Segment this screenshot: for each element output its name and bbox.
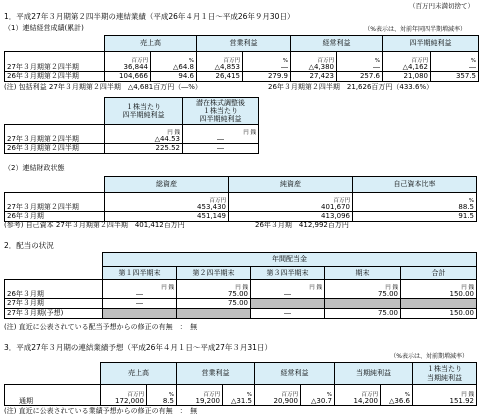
cell: ― <box>217 135 224 143</box>
sec1-note: （%表示は、対前年同四半期増減率） <box>364 26 466 33</box>
cell: △4,853 <box>214 63 240 71</box>
cell: △44.53 <box>154 135 180 143</box>
financial-position-table <box>4 176 477 222</box>
dividend-title: 2．配当の状況 <box>4 241 54 250</box>
main-title: 1．平成27年３月期第２四半期の連結業績（平成26年４月１日～平成26年９月30日） <box>4 12 295 21</box>
cell: 14,200 <box>353 397 378 405</box>
cell: 357.5 <box>431 72 479 82</box>
dividend-table <box>4 252 477 319</box>
dividend-note: (注) 直近に公表されている配当予想からの修正の有無 ： 無 <box>4 323 198 331</box>
unit: % <box>374 57 380 64</box>
unit: 百万円 <box>281 391 298 398</box>
unit: 百万円 <box>411 57 428 64</box>
unit: % <box>470 57 476 64</box>
forecast-table <box>4 362 477 406</box>
hdr-eps: １株当たり 当期純利益 <box>413 363 477 385</box>
sec1-title: （1）連結経営成績(累計) <box>4 24 84 32</box>
cell: 75.00 <box>325 309 401 319</box>
hdr-sales: 売上高 <box>105 36 197 52</box>
cell: 172,000 <box>115 397 144 405</box>
cell: 451,149 <box>105 212 229 222</box>
cell: 94.6 <box>151 72 197 82</box>
sec2-title: （2）連結財政状態 <box>4 164 65 172</box>
sec1-footnote-b: 26年３月期第２四半期 21,626百万円（433.6%） <box>268 83 434 91</box>
row-label: 27年３月期 <box>5 299 103 309</box>
cell: 453,430 <box>197 203 226 211</box>
cell <box>325 299 401 309</box>
cell: 104,666 <box>105 72 151 82</box>
unit: 百万円 <box>127 391 144 398</box>
unit: 円 銭 <box>385 284 398 291</box>
hdr-ord-income: 経常利益 <box>255 363 335 385</box>
sec2-ref-a: (参考) 自己資本 27年３月期第２四半期 401,412百万円 <box>4 221 185 229</box>
hdr-q1: 第１四半期末 <box>103 267 177 280</box>
hdr-net-assets: 純資産 <box>229 177 353 193</box>
cell: 150.00 <box>449 290 474 298</box>
cell: 151.92 <box>449 397 474 405</box>
unit: 百万円 <box>209 197 226 204</box>
hdr-net-income: 四半期純利益 <box>383 36 479 52</box>
unit: % <box>188 57 194 64</box>
unit: % <box>404 391 410 398</box>
cell: 75.00 <box>177 299 251 309</box>
hdr-sales: 売上高 <box>101 363 177 385</box>
cell: 225.52 <box>105 144 183 154</box>
hdr-eps: １株当たり 四半期純利益 <box>105 98 183 125</box>
hdr-year-end: 期末 <box>325 267 401 280</box>
cell: ― <box>281 63 288 71</box>
row-label: 26年３月期第２四半期 <box>5 72 105 82</box>
cell: ― <box>183 144 259 154</box>
row-label: 27年３月期(予想) <box>5 309 103 319</box>
cell <box>103 309 177 319</box>
eps-table <box>4 97 259 154</box>
cell: 150.00 <box>401 309 477 319</box>
unit: 円 銭 <box>167 129 180 136</box>
cell: 20,900 <box>273 397 298 405</box>
cell: ― <box>284 290 291 298</box>
unit: % <box>468 197 474 204</box>
unit: % <box>282 57 288 64</box>
cell: △4,162 <box>402 63 428 71</box>
cell: 8.5 <box>162 397 174 405</box>
row-label: 26年３月期 <box>5 280 103 299</box>
forecast-note: （%表示は、対前期増減率） <box>390 353 468 360</box>
operating-results-table <box>4 35 479 82</box>
cell: 19,200 <box>195 397 220 405</box>
cell: 413,096 <box>229 212 353 222</box>
cell: △36.6 <box>389 397 410 405</box>
hdr-equity-ratio: 自己資本比率 <box>353 177 477 193</box>
unit: 円 銭 <box>235 284 248 291</box>
hdr-net-income: 当期純利益 <box>335 363 413 385</box>
row-label: 27年３月期第２四半期 <box>5 193 105 212</box>
unit: 百万円 <box>223 57 240 64</box>
cell: 257.6 <box>337 72 383 82</box>
unit: % <box>168 391 174 398</box>
sec2-ref-b: 26年３月期 412,992百万円 <box>255 221 349 229</box>
unit: 百万円 <box>203 391 220 398</box>
cell: 401,670 <box>321 203 350 211</box>
cell: 279.9 <box>243 72 291 82</box>
cell <box>251 299 325 309</box>
hdr-total-assets: 総資産 <box>105 177 229 193</box>
unit: 百万円 <box>333 197 350 204</box>
row-label: 通期 <box>5 385 101 406</box>
hdr-ord-income: 経常利益 <box>291 36 383 52</box>
row-label: 26年３月期 <box>5 212 105 222</box>
sec1-footnote-a: (注) 包括利益 27年３月期第２四半期 △4,681百万円（―%） <box>4 83 202 91</box>
hdr-op-income: 営業利益 <box>197 36 291 52</box>
row-label: 27年３月期第２四半期 <box>5 52 105 72</box>
hdr-annual-dividend: 年間配当金 <box>103 253 477 267</box>
unit: % <box>246 391 252 398</box>
unit: 円 銭 <box>243 129 256 136</box>
unit: 円 銭 <box>461 391 474 398</box>
cell: 21,080 <box>383 72 431 82</box>
cell: ― <box>469 63 476 71</box>
cell: 88.5 <box>458 203 474 211</box>
cell <box>177 309 251 319</box>
cell: △64.8 <box>173 63 194 71</box>
forecast-footnote: (注) 直近に公表されている業績予想からの修正の有無 ： 無 <box>4 407 198 415</box>
unit: 百万円 <box>131 57 148 64</box>
unit: 円 銭 <box>461 284 474 291</box>
cell: △4,380 <box>308 63 334 71</box>
cell: △31.5 <box>231 397 252 405</box>
hdr-q3: 第３四半期末 <box>251 267 325 280</box>
cell: ― <box>373 63 380 71</box>
cell <box>401 299 477 309</box>
cell: 36,844 <box>123 63 148 71</box>
hdr-q2: 第２四半期末 <box>177 267 251 280</box>
hdr-op-income: 営業利益 <box>177 363 255 385</box>
cell: 75.00 <box>227 290 248 298</box>
unit: 百万円 <box>317 57 334 64</box>
cell: 91.5 <box>353 212 477 222</box>
unit: 円 銭 <box>161 284 174 291</box>
row-label: 26年３月期第２四半期 <box>5 144 105 154</box>
cell: ― <box>103 299 177 309</box>
unit: 円 銭 <box>309 284 322 291</box>
hdr-total: 合計 <box>401 267 477 280</box>
cell: 75.00 <box>377 290 398 298</box>
hdr-diluted-eps: 潜在株式調整後 １株当たり 四半期純利益 <box>183 98 259 125</box>
unit: % <box>326 391 332 398</box>
row-label: 27年３月期第２四半期 <box>5 125 105 144</box>
unit-note: （百万円未満切捨て） <box>409 2 474 10</box>
unit: 百万円 <box>361 391 378 398</box>
forecast-title: 3．平成27年３月期の連結業績予想（平成26年４月１日～平成27年３月31日） <box>4 343 272 352</box>
cell: △30.7 <box>311 397 332 405</box>
cell: 26,415 <box>197 72 243 82</box>
cell: ― <box>136 290 143 298</box>
cell: 27,423 <box>291 72 337 82</box>
cell: ― <box>251 309 325 319</box>
